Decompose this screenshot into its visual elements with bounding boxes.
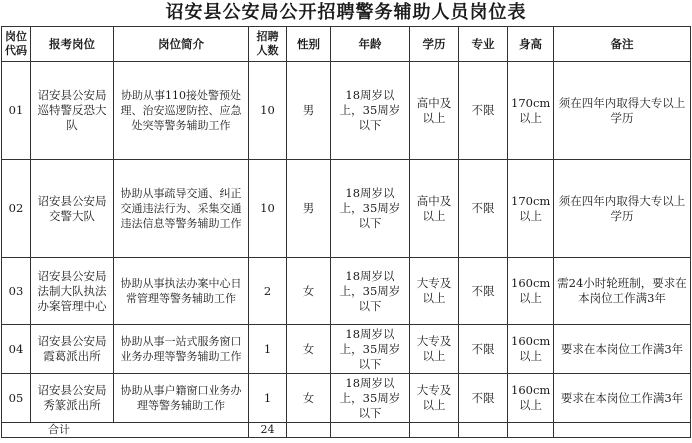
- total-count: 24: [249, 423, 287, 438]
- cell-gender: 女: [287, 258, 331, 325]
- total-empty: [287, 423, 331, 438]
- cell-height: 160cm以上: [508, 258, 554, 325]
- cell-gender: 女: [287, 325, 331, 374]
- cell-brief: 协助从事110接处警预处理、治安巡逻防控、应急处突等警务辅助工作: [114, 62, 249, 160]
- cell-count: 10: [249, 160, 287, 258]
- header-gender: 性别: [287, 27, 331, 62]
- positions-table: [1, 26, 691, 438]
- cell-note: 要求在本岗位工作满3年: [554, 325, 691, 374]
- page-title: 诏安县公安局公开招聘警务辅助人员岗位表: [165, 2, 527, 23]
- cell-count: 1: [249, 325, 287, 374]
- cell-edu: 大专及以上: [410, 374, 459, 423]
- cell-brief: 协助从事户籍窗口业务办理等警务辅助工作: [114, 374, 249, 423]
- total-empty: [508, 423, 554, 438]
- cell-brief: 协助从事执法办案中心日常管理等警务辅助工作: [114, 258, 249, 325]
- cell-gender: 男: [287, 160, 331, 258]
- cell-height: 170cm以上: [508, 62, 554, 160]
- cell-age: 18周岁以上，35周岁以下: [331, 374, 410, 423]
- header-count: 招聘人数: [249, 27, 287, 62]
- cell-edu: 大专及以上: [410, 325, 459, 374]
- total-empty: [554, 423, 691, 438]
- total-empty: [459, 423, 508, 438]
- cell-height: 160cm以上: [508, 374, 554, 423]
- total-row: [2, 423, 691, 438]
- cell-unit: 诏安县公安局法制大队执法办案管理中心: [31, 258, 114, 325]
- cell-major: 不限: [459, 62, 508, 160]
- cell-major: 不限: [459, 325, 508, 374]
- header-height: 身高: [508, 27, 554, 62]
- cell-brief: 协助从事疏导交通、纠正交通违法行为、采集交通违法信息等警务辅助工作: [114, 160, 249, 258]
- total-empty: [410, 423, 459, 438]
- cell-major: 不限: [459, 160, 508, 258]
- total-empty: [331, 423, 410, 438]
- cell-note: 要求在本岗位工作满3年: [554, 374, 691, 423]
- cell-count: 10: [249, 62, 287, 160]
- header-age: 年龄: [331, 27, 410, 62]
- table-row: [2, 62, 691, 160]
- cell-code: 01: [2, 62, 31, 160]
- cell-height: 170cm以上: [508, 160, 554, 258]
- cell-code: 05: [2, 374, 31, 423]
- header-brief: 岗位简介: [114, 27, 249, 62]
- cell-major: 不限: [459, 374, 508, 423]
- table-row: [2, 258, 691, 325]
- cell-code: 02: [2, 160, 31, 258]
- cell-age: 18周岁以上，35周岁以下: [331, 325, 410, 374]
- table-row: [2, 160, 691, 258]
- header-unit: 报考岗位: [31, 27, 114, 62]
- cell-unit: 诏安县公安局巡特警反恐大队: [31, 62, 114, 160]
- total-label: 合计: [2, 423, 249, 438]
- table-row: [2, 374, 691, 423]
- header-note: 备注: [554, 27, 691, 62]
- header-edu: 学历: [410, 27, 459, 62]
- cell-major: 不限: [459, 258, 508, 325]
- cell-note: 须在四年内取得大专以上学历: [554, 160, 691, 258]
- cell-unit: 诏安县公安局交警大队: [31, 160, 114, 258]
- table-row: [2, 325, 691, 374]
- cell-code: 03: [2, 258, 31, 325]
- cell-count: 1: [249, 374, 287, 423]
- cell-edu: 高中及以上: [410, 160, 459, 258]
- header-row: [2, 27, 691, 62]
- cell-count: 2: [249, 258, 287, 325]
- cell-note: 须在四年内取得大专以上学历: [554, 62, 691, 160]
- cell-age: 18周岁以上，35周岁以下: [331, 160, 410, 258]
- cell-age: 18周岁以上，35周岁以下: [331, 62, 410, 160]
- cell-gender: 男: [287, 62, 331, 160]
- cell-age: 18周岁以上，35周岁以下: [331, 258, 410, 325]
- cell-height: 160cm以上: [508, 325, 554, 374]
- cell-brief: 协助从事一站式服务窗口业务办理等警务辅助工作: [114, 325, 249, 374]
- cell-unit: 诏安县公安局霞葛派出所: [31, 325, 114, 374]
- cell-edu: 高中及以上: [410, 62, 459, 160]
- cell-note: 需24小时轮班制，要求在本岗位工作满3年: [554, 258, 691, 325]
- header-code: 岗位代码: [2, 27, 31, 62]
- header-major: 专业: [459, 27, 508, 62]
- cell-unit: 诏安县公安局秀篆派出所: [31, 374, 114, 423]
- cell-gender: 女: [287, 374, 331, 423]
- cell-code: 04: [2, 325, 31, 374]
- cell-edu: 大专及以上: [410, 258, 459, 325]
